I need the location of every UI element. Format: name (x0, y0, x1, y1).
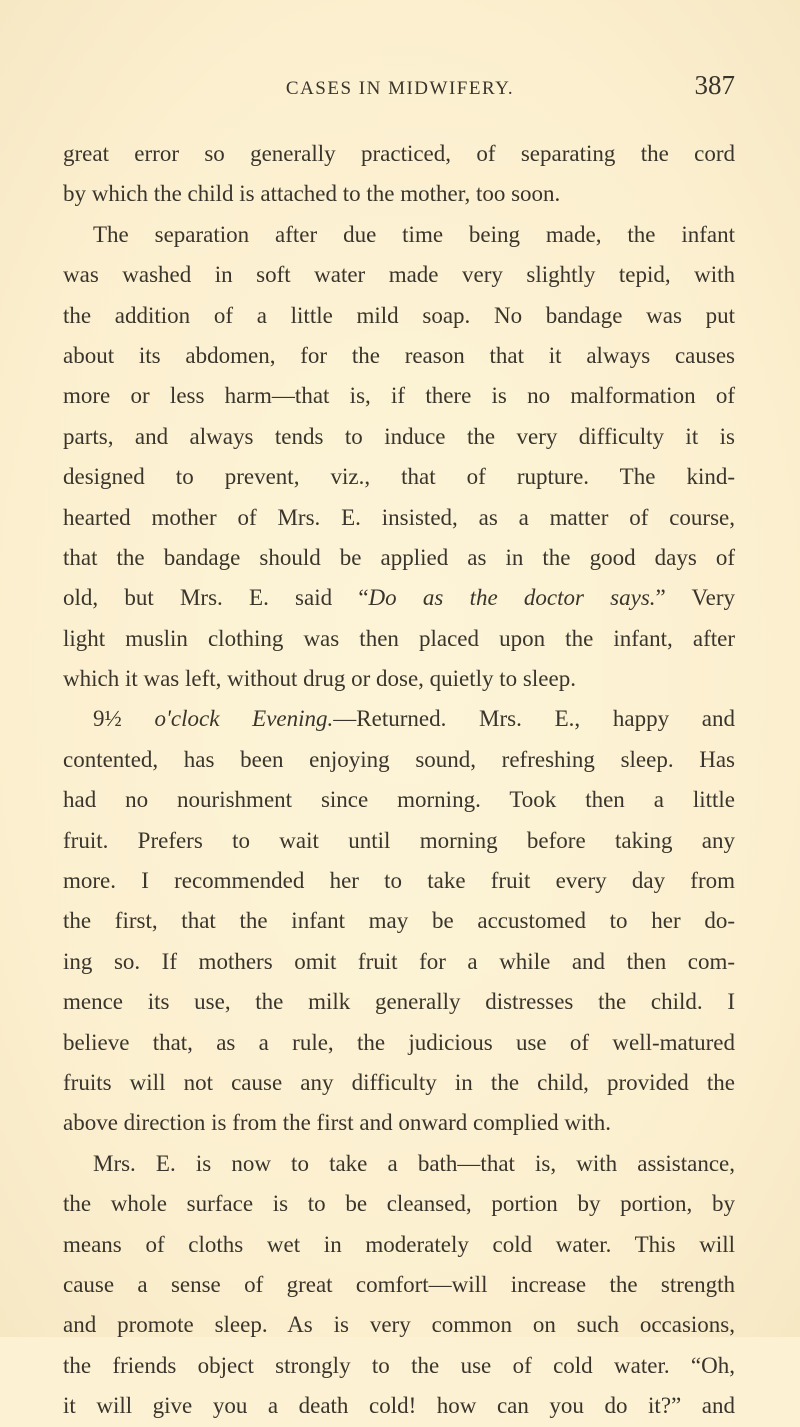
text-line (63, 174, 735, 214)
italic-text: Do as the doctor says. (368, 585, 656, 611)
text-segment: by which the child is attached to the mother, too soon. (63, 181, 561, 207)
text-segment: cause a sense of great comfort—will increase the strength (63, 1271, 735, 1297)
text-segment: Mrs. E. is now to take a bath—that is, with assistance, (93, 1150, 735, 1176)
text-segment: hearted mother of Mrs. E. insisted, as a matter of course, (63, 504, 735, 530)
text-segment: parts, and always tends to induce the very difficulty it is (63, 423, 735, 449)
text-line (63, 1346, 735, 1386)
text-segment: had no nourishment since morning. Took then a little (63, 787, 735, 813)
text-line (63, 1265, 735, 1305)
text-line (63, 417, 735, 457)
text-segment: light muslin clothing was then placed upon the infant, after (63, 625, 735, 651)
text-segment: the first, that the infant may be accustomed to her do- (63, 908, 735, 934)
text-line (63, 1063, 735, 1103)
text-segment: designed to prevent, viz., that of rupture. The kind- (63, 464, 735, 490)
text-segment: great error so generally practiced, of separating the cord (63, 141, 735, 166)
text-line (63, 134, 735, 174)
text-segment: old, but Mrs. E. said “ (63, 585, 369, 611)
text-line (63, 376, 735, 416)
text-line (63, 1023, 735, 1063)
body-text (63, 134, 735, 1427)
text-segment: fruit. Prefers to wait until morning before taking any (63, 827, 735, 853)
text-line (63, 901, 735, 941)
text-line (63, 740, 735, 780)
text-segment: ing so. If mothers omit fruit for a while and then com- (63, 948, 735, 974)
text-line (63, 699, 735, 739)
text-line (63, 215, 735, 255)
text-segment: believe that, as a rule, the judicious use of well-matured (63, 1029, 735, 1055)
text-line (63, 780, 735, 820)
text-segment: the friends object strongly to the use of cold water. “Oh, (63, 1352, 735, 1378)
text-segment: the addition of a little mild soap. No bandage was put (63, 302, 735, 328)
text-segment: —Returned. Mrs. E., happy and (333, 706, 736, 732)
italic-text: o'clock Evening. (154, 706, 334, 732)
text-segment: more. I recommended her to take fruit every day from (63, 868, 735, 894)
text-line (63, 1386, 735, 1426)
text-line (63, 619, 735, 659)
text-segment: more or less harm—that is, if there is no malformation of (63, 383, 735, 409)
text-line (63, 982, 735, 1022)
text-segment: that the bandage should be applied as in the good days of (63, 544, 735, 570)
text-line (63, 821, 735, 861)
text-line (63, 1305, 735, 1345)
text-segment: was washed in soft water made very slightly tepid, with (63, 262, 735, 288)
text-line (63, 942, 735, 982)
page-number: 387 (694, 70, 735, 100)
text-segment: above direction is from the first and onward complied with. (63, 1110, 612, 1136)
text-segment: ” Very (655, 585, 735, 611)
text-line (63, 498, 735, 538)
text-line (63, 578, 735, 618)
text-segment: The separation after due time being made, the infant (93, 221, 735, 247)
text-segment: 9½ (93, 706, 155, 732)
text-line (63, 1144, 735, 1184)
text-line (63, 1225, 735, 1265)
text-line (63, 255, 735, 295)
running-title: CASES IN MIDWIFERY. (285, 78, 515, 99)
text-line (63, 296, 735, 336)
text-line (63, 1103, 735, 1143)
text-segment: about its abdomen, for the reason that it always causes (63, 342, 735, 368)
text-line (63, 336, 735, 376)
text-segment: which it was left, without drug or dose, quietly to sleep. (63, 666, 576, 692)
text-segment: contented, has been enjoying sound, refreshing sleep. Has (63, 746, 735, 772)
text-segment: means of cloths wet in moderately cold water. This will (63, 1231, 735, 1257)
text-segment: and promote sleep. As is very common on such occasions, (63, 1312, 735, 1338)
text-line (63, 861, 735, 901)
text-line (63, 1184, 735, 1224)
text-line (63, 659, 735, 699)
text-segment: the whole surface is to be cleansed, portion by portion, by (63, 1191, 735, 1217)
text-segment: mence its use, the milk generally distresses the child. I (63, 989, 735, 1015)
text-segment: it will give you a death cold! how can you do it?” and (63, 1393, 735, 1419)
text-line (63, 457, 735, 497)
text-segment: fruits will not cause any difficulty in the child, provided the (63, 1069, 735, 1095)
text-line (63, 538, 735, 578)
